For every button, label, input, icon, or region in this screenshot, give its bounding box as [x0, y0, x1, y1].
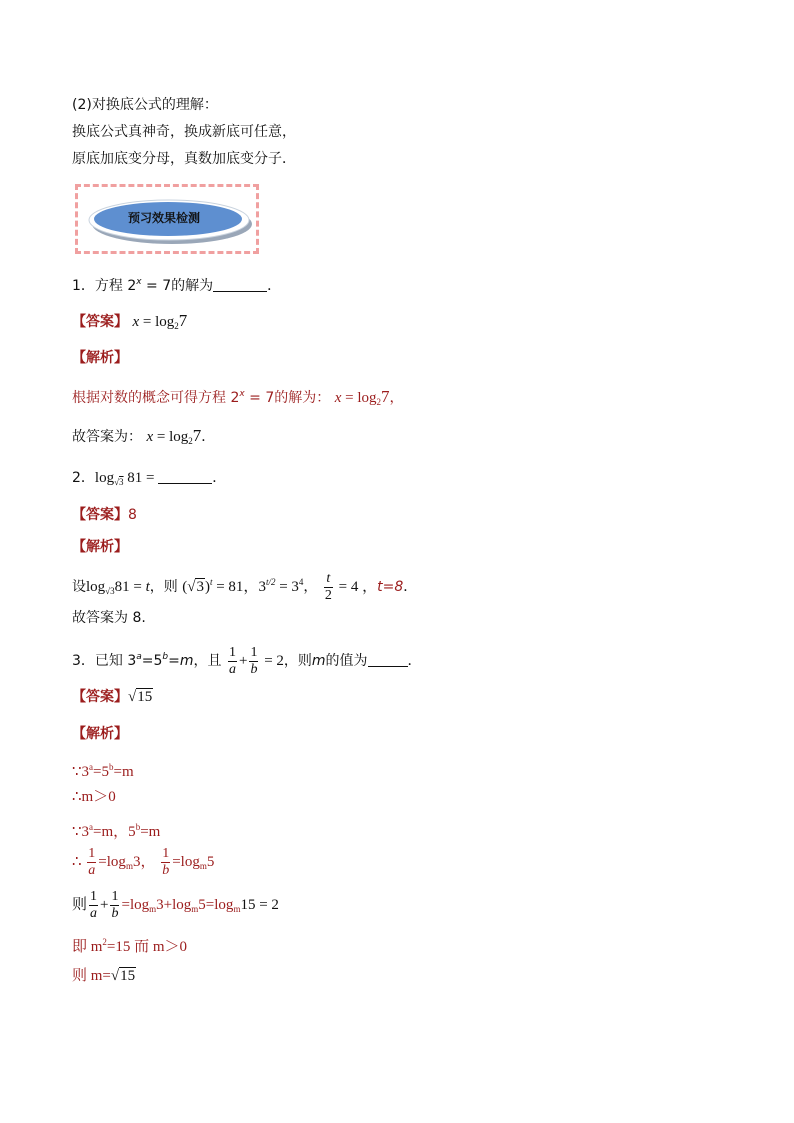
q3-question: 3．已知 $3^a=5^b=m$，且 $\frac{1}{a}$ + $\frac{1}{b}$ = 2，则m的值为 ．: [72, 644, 422, 677]
q3-step-2: ∴m＞0: [72, 789, 116, 805]
intro-line-1: 换底公式真神奇，换成新底可任意，: [72, 124, 296, 140]
q3-step-4: ∴ $\frac{1}{a}$ $=\log_m3$， $\frac{1}{b}$ $=\log_m5$: [72, 846, 215, 879]
q2-analysis: 设$\log_{√3}81 = t$，则 $(√3)^t = 81$，$3^{t/2} = 3^4$， $\frac{t}{2}$ = 4 ，t=8．: [72, 570, 418, 603]
q3-answer: 【答案】√15: [72, 689, 153, 705]
q2-conclusion: 故答案为 8.: [72, 610, 146, 626]
q2-analysis-tag: 【解析】: [72, 539, 128, 555]
q1-blank: [213, 277, 267, 292]
intro-heading: (2)对换底公式的理解：: [72, 97, 218, 113]
q3-step-5: 则 $\frac{1}{a}$ + $\frac{1}{b}$ $=\log_m3+\log_m5=\log_m15 = 2$: [72, 889, 279, 922]
q3-step-7: 则 m=√15: [72, 968, 136, 984]
q1-analysis: 根据对数的概念可得方程 $2^x = 7$的解为： $x = \log_27$，: [72, 387, 404, 407]
section-badge: [75, 184, 259, 254]
q3-blank: [368, 652, 408, 667]
q1-analysis-tag: 【解析】: [72, 350, 128, 366]
intro-line-2: 原底加底变分母，真数加底变分子．: [72, 151, 296, 167]
q3-analysis-tag: 【解析】: [72, 726, 128, 742]
q3-step-1: $\because 3^a=5^b=m$: [72, 762, 134, 780]
q2-question: 2．$\log_{√3} 81$ = ．: [72, 470, 227, 487]
section-badge-label: 预习效果检测: [127, 211, 200, 225]
q1-question: 1．方程 $2^x = 7$的解为 ．: [72, 277, 282, 294]
q2-answer: 【答案】8: [72, 507, 137, 523]
q3-step-3: $\because 3^a=m$，$5^b=m$: [72, 822, 161, 840]
q2-blank: [158, 469, 212, 484]
q1-conclusion: 故答案为： $x = \log_27$．: [72, 426, 216, 446]
q3-step-6: 即 $m^2=15$ 而 m＞0: [72, 937, 188, 955]
q1-answer: 【答案】 $x = \log_27$: [72, 311, 188, 331]
